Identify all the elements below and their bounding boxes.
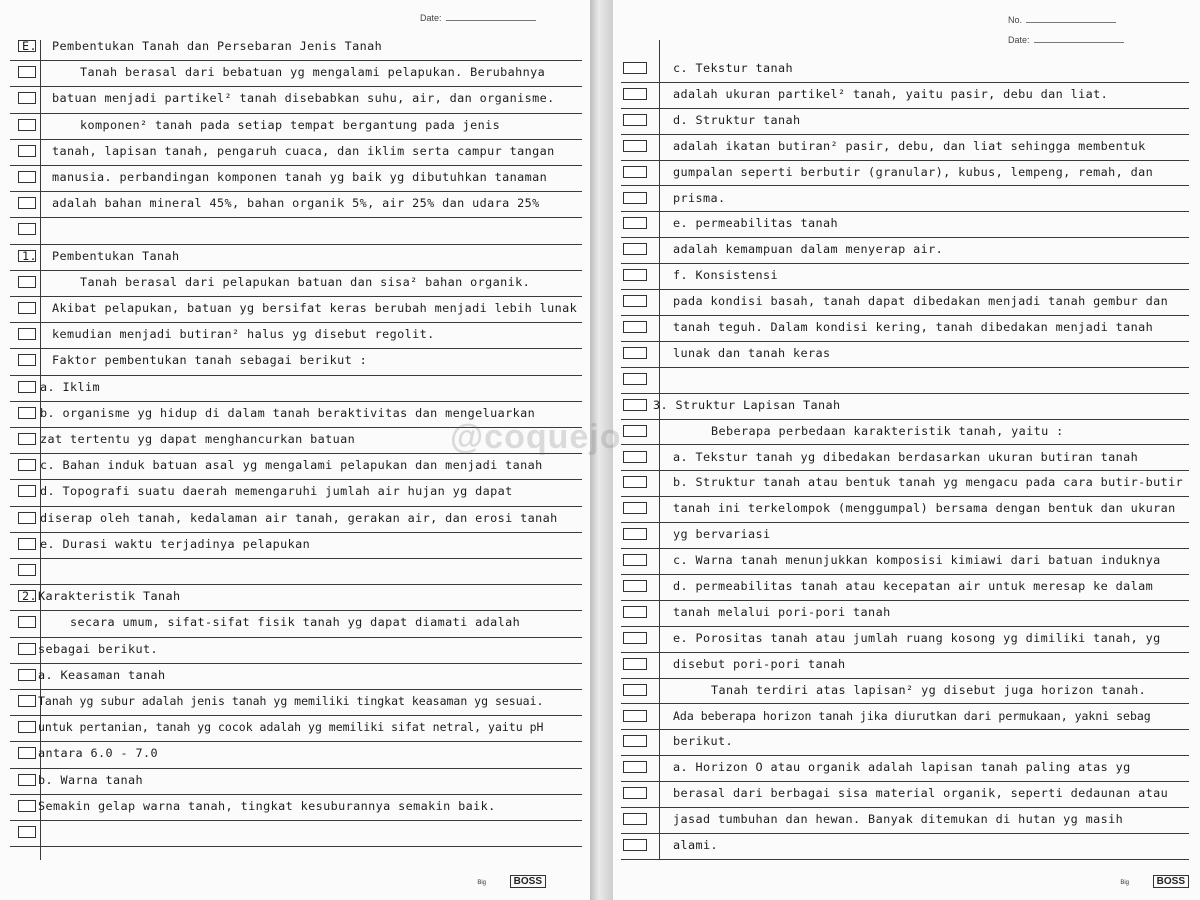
note-line — [10, 506, 582, 533]
line-text: manusia. perbandingan komponen tanah yg baik yg dibutuhkan tanaman — [52, 170, 548, 184]
note-line — [621, 600, 1189, 627]
line-checkbox[interactable] — [623, 710, 647, 722]
line-text: lunak dan tanah keras — [673, 345, 831, 360]
line-text: tanah teguh. Dalam kondisi kering, tanah dibedakan menjadi tanah — [673, 320, 1154, 334]
line-checkbox[interactable] — [623, 399, 647, 411]
line-text: tanah, lapisan tanah, pengaruh cuaca, dan iklim serta campur tangan — [52, 143, 555, 158]
line-text: b. Struktur tanah atau bentuk tanah yg mengacu pada cara butir-butir — [673, 475, 1184, 490]
line-text: Tanah terdiri atas lapisan² yg disebut juga horizon tanah. — [711, 682, 1147, 697]
line-checkbox[interactable] — [623, 295, 647, 307]
line-checkbox[interactable] — [18, 564, 36, 576]
line-checkbox[interactable] — [18, 407, 36, 419]
line-text: secara umum, sifat-sifat fisik tanah yg dapat diamati adalah — [70, 615, 521, 630]
left-brand-logo: BOSS — [510, 875, 546, 888]
line-text: gumpalan seperti berbutir (granular), kubus, lempeng, remah, dan — [673, 164, 1154, 179]
note-line — [621, 367, 1189, 394]
note-line — [621, 652, 1189, 679]
note-line — [10, 584, 582, 611]
note-line — [621, 82, 1189, 109]
note-line — [10, 532, 582, 559]
line-text: pada kondisi basah, tanah dapat dibedakan menjadi tanah gembur dan — [673, 294, 1169, 309]
line-text: d. Topografi suatu daerah memengaruhi jumlah air hujan yg dapat — [40, 484, 513, 499]
left-date-label: Date: — [420, 13, 442, 23]
line-checkbox[interactable] — [623, 62, 647, 74]
note-line — [621, 160, 1189, 187]
line-checkbox[interactable] — [623, 528, 647, 540]
note-line — [621, 678, 1189, 705]
line-checkbox[interactable] — [623, 632, 647, 644]
note-line — [10, 348, 582, 375]
note-line — [10, 453, 582, 480]
note-line — [621, 470, 1189, 497]
line-text: Faktor pembentukan tanah sebagai berikut : — [52, 353, 368, 368]
line-text: f. Konsistensi — [673, 268, 779, 283]
right-lines — [613, 0, 1200, 900]
line-marker: E. — [22, 39, 38, 53]
note-line — [621, 522, 1189, 549]
note-line — [10, 86, 582, 113]
note-line — [621, 419, 1189, 446]
note-line — [621, 263, 1189, 290]
line-text: tanah melalui pori-pori tanah — [673, 604, 891, 619]
line-checkbox[interactable] — [18, 433, 36, 445]
line-text: adalah bahan mineral 45%, bahan organik 5%, air 25% dan udara 25% — [52, 196, 540, 211]
note-line — [10, 244, 582, 271]
line-text: berikut. — [673, 734, 734, 749]
line-checkbox[interactable] — [623, 321, 647, 333]
note-line — [621, 704, 1189, 731]
line-text: a. Keasaman tanah — [38, 667, 166, 682]
note-line — [621, 548, 1189, 575]
line-text: berasal dari berbagai sisa material organik, seperti dedaunan atau — [673, 786, 1169, 801]
line-checkbox[interactable] — [18, 643, 36, 655]
line-text: a. Tekstur tanah yg dibedakan berdasarkan ukuran butiran tanah — [673, 449, 1139, 464]
note-line — [10, 558, 582, 585]
line-checkbox[interactable] — [18, 92, 36, 104]
right-no-label: No. — [1008, 15, 1023, 25]
note-line — [621, 56, 1189, 83]
line-text: adalah ukuran partikel² tanah, yaitu pasir, debu dan liat. — [673, 86, 1109, 101]
line-checkbox[interactable] — [18, 826, 36, 838]
line-marker: 2. — [22, 589, 38, 604]
note-line — [621, 341, 1189, 368]
note-line — [10, 610, 582, 637]
note-line — [10, 34, 582, 61]
note-line — [621, 833, 1189, 860]
line-checkbox[interactable] — [623, 684, 647, 696]
line-text: Semakin gelap warna tanah, tingkat kesuburannya semakin baik. — [38, 798, 496, 813]
left-brand-small: Big — [477, 880, 486, 886]
line-checkbox[interactable] — [623, 761, 647, 773]
line-text: a. Horizon O atau organik adalah lapisan tanah paling atas yg — [673, 760, 1131, 775]
note-line — [10, 663, 582, 690]
line-text: jasad tumbuhan dan hewan. Banyak ditemukan di hutan yg masih — [673, 812, 1124, 827]
note-line — [10, 191, 582, 218]
line-text: adalah kemampuan dalam menyerap air. — [673, 242, 944, 257]
line-checkbox[interactable] — [623, 502, 647, 514]
note-line — [621, 729, 1189, 756]
note-line — [10, 165, 582, 192]
line-text: a. Iklim — [40, 379, 101, 394]
line-text: yg bervariasi — [673, 527, 771, 542]
line-checkbox[interactable] — [18, 721, 36, 733]
line-checkbox[interactable] — [18, 459, 36, 471]
line-checkbox[interactable] — [18, 197, 36, 209]
line-checkbox[interactable] — [623, 140, 647, 152]
line-checkbox[interactable] — [623, 373, 647, 385]
line-checkbox[interactable] — [18, 538, 36, 550]
line-text: prisma. — [673, 190, 726, 205]
note-line — [10, 217, 582, 244]
line-text: e. Durasi waktu terjadinya pelapukan — [40, 536, 311, 551]
line-checkbox[interactable] — [623, 114, 647, 126]
line-text: Beberapa perbedaan karakteristik tanah, yaitu : — [711, 423, 1064, 438]
line-text: 3. Struktur Lapisan Tanah — [653, 397, 841, 412]
line-text: e. Porositas tanah atau jumlah ruang kosong yg dimiliki tanah, yg — [673, 630, 1161, 645]
line-checkbox[interactable] — [623, 839, 647, 851]
line-checkbox[interactable] — [18, 145, 36, 157]
note-line — [10, 113, 582, 140]
line-checkbox[interactable] — [18, 774, 36, 786]
line-text: zat tertentu yg dapat menghancurkan batuan — [40, 432, 356, 446]
note-line — [10, 375, 582, 402]
line-checkbox[interactable] — [623, 192, 647, 204]
note-line — [10, 794, 582, 821]
line-text: diserap oleh tanah, kedalaman air tanah, gerakan air, dan erosi tanah — [40, 510, 558, 525]
line-checkbox[interactable] — [18, 276, 36, 288]
note-line — [10, 689, 582, 716]
line-text: e. permeabilitas tanah — [673, 216, 839, 231]
line-text: Akibat pelapukan, batuan yg bersifat keras berubah menjadi lebih lunak — [52, 301, 578, 315]
line-text: antara 6.0 - 7.0 — [38, 746, 159, 761]
line-text: c. Tekstur tanah — [673, 61, 794, 75]
note-line — [10, 322, 582, 349]
note-line — [621, 755, 1189, 782]
note-line — [621, 134, 1189, 161]
line-checkbox[interactable] — [623, 813, 647, 825]
line-checkbox[interactable] — [18, 302, 36, 314]
line-checkbox[interactable] — [623, 425, 647, 437]
line-text: b. Warna tanah — [38, 772, 144, 787]
line-checkbox[interactable] — [18, 223, 36, 235]
line-text: b. organisme yg hidup di dalam tanah beraktivitas dan mengeluarkan — [40, 405, 536, 420]
line-text: sebagai berikut. — [38, 641, 159, 656]
note-line — [621, 445, 1189, 472]
line-checkbox[interactable] — [18, 119, 36, 131]
note-line — [10, 741, 582, 768]
line-checkbox[interactable] — [623, 243, 647, 255]
line-checkbox[interactable] — [623, 787, 647, 799]
note-line — [10, 637, 582, 664]
note-line — [621, 626, 1189, 653]
note-line — [621, 289, 1189, 316]
line-checkbox[interactable] — [18, 171, 36, 183]
line-checkbox[interactable] — [623, 658, 647, 670]
line-checkbox[interactable] — [623, 606, 647, 618]
line-checkbox[interactable] — [623, 269, 647, 281]
line-checkbox[interactable] — [623, 347, 647, 359]
line-text: c. Warna tanah menunjukkan komposisi kimiawi dari batuan induknya — [673, 553, 1161, 568]
note-line — [621, 781, 1189, 808]
right-date-label: Date: — [1008, 35, 1030, 45]
line-checkbox[interactable] — [623, 166, 647, 178]
right-brand-small: Big — [1120, 880, 1129, 886]
line-text: d. Struktur tanah — [673, 112, 801, 127]
line-text: komponen² tanah pada setiap tempat bergantung pada jenis — [80, 117, 501, 132]
line-checkbox[interactable] — [18, 66, 36, 78]
line-text: Tanah berasal dari bebatuan yg mengalami pelapukan. Berubahnya — [80, 65, 546, 80]
line-checkbox[interactable] — [18, 381, 36, 393]
note-line — [621, 393, 1189, 420]
line-text: c. Bahan induk batuan asal yg mengalami pelapukan dan menjadi tanah — [40, 458, 543, 473]
line-checkbox[interactable] — [18, 512, 36, 524]
note-line — [621, 186, 1189, 213]
line-text: Karakteristik Tanah — [38, 589, 181, 604]
watermark: @coquejo — [450, 418, 622, 456]
line-text: d. permeabilitas tanah atau kecepatan air untuk meresap ke dalam — [673, 579, 1154, 593]
line-text: Ada beberapa horizon tanah jika diurutkan dari permukaan, yakni sebag — [673, 708, 1151, 723]
note-line — [10, 139, 582, 166]
line-checkbox[interactable] — [18, 695, 36, 707]
line-checkbox[interactable] — [623, 554, 647, 566]
line-checkbox[interactable] — [18, 669, 36, 681]
line-text: Pembentukan Tanah dan Persebaran Jenis Tanah — [52, 39, 383, 53]
line-text: tanah ini terkelompok (menggumpal) bersama dengan bentuk dan ukuran — [673, 501, 1176, 516]
line-text: adalah ikatan butiran² pasir, debu, dan liat sehingga membentuk — [673, 138, 1146, 153]
note-line — [621, 237, 1189, 264]
line-text: Tanah yg subur adalah jenis tanah yg memiliki tingkat keasaman yg sesuai. — [38, 694, 544, 708]
right-brand-logo: BOSS — [1153, 875, 1189, 888]
note-line — [10, 479, 582, 506]
note-line — [10, 768, 582, 795]
note-line — [10, 60, 582, 87]
note-line — [621, 574, 1189, 601]
line-text: Pembentukan Tanah — [52, 248, 180, 263]
line-text: kemudian menjadi butiran² halus yg disebut regolit. — [52, 327, 435, 342]
line-checkbox[interactable] — [18, 747, 36, 759]
note-line — [621, 108, 1189, 135]
note-line — [10, 820, 582, 847]
line-checkbox[interactable] — [623, 580, 647, 592]
line-marker: 1. — [22, 248, 38, 263]
line-checkbox[interactable] — [18, 354, 36, 366]
right-notebook-page — [612, 0, 1200, 900]
note-line — [621, 807, 1189, 834]
line-text: Tanah berasal dari pelapukan batuan dan sisa² bahan organik. — [80, 274, 531, 289]
line-checkbox[interactable] — [18, 485, 36, 497]
line-text: batuan menjadi partikel² tanah disebabkan suhu, air, dan organisme. — [52, 91, 555, 106]
note-line — [10, 296, 582, 323]
line-checkbox[interactable] — [18, 800, 36, 812]
line-text: alami. — [673, 838, 719, 852]
note-line — [621, 315, 1189, 342]
note-line — [621, 496, 1189, 523]
line-checkbox[interactable] — [623, 217, 647, 229]
line-checkbox[interactable] — [18, 328, 36, 340]
note-line — [10, 715, 582, 742]
line-checkbox[interactable] — [623, 735, 647, 747]
line-text: disebut pori-pori tanah — [673, 656, 846, 671]
note-line — [10, 270, 582, 297]
note-line — [621, 211, 1189, 238]
line-checkbox[interactable] — [18, 616, 36, 628]
line-checkbox[interactable] — [623, 476, 647, 488]
line-checkbox[interactable] — [623, 451, 647, 463]
line-text: untuk pertanian, tanah yg cocok adalah yg memiliki sifat netral, yaitu pH — [38, 720, 544, 735]
line-checkbox[interactable] — [623, 88, 647, 100]
